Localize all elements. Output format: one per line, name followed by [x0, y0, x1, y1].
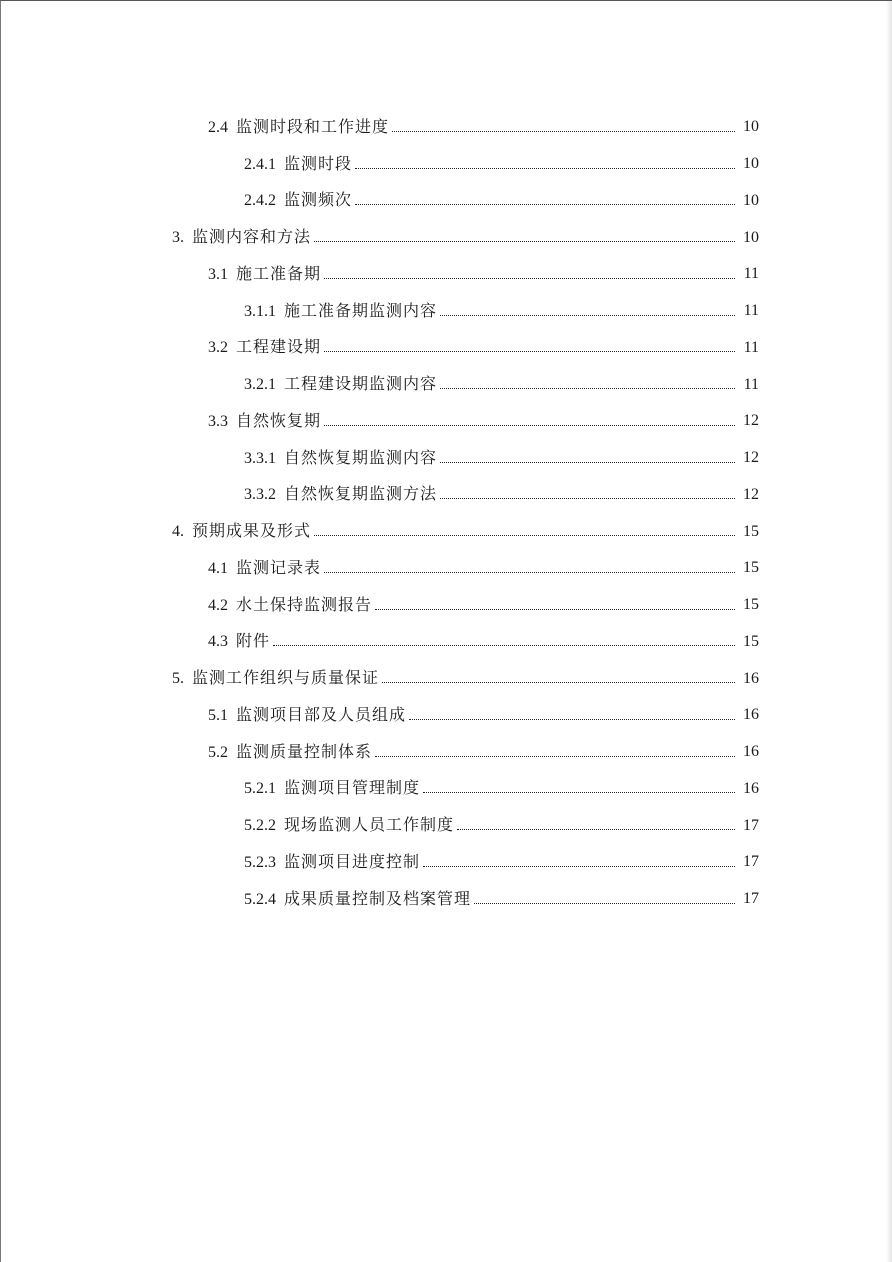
toc-page-number: 15 [743, 632, 759, 650]
toc-entry-number: 3. [172, 229, 184, 247]
toc-entry-heading [172, 227, 311, 248]
toc-page-number: 12 [743, 412, 759, 430]
toc-page-number: 11 [743, 265, 759, 283]
toc-entry-heading [208, 705, 406, 726]
toc-page-number: 10 [743, 228, 759, 246]
toc-entry-heading [208, 631, 270, 652]
toc-dot-leader [324, 337, 735, 352]
toc-page-number: 17 [743, 853, 759, 871]
toc-entry[interactable] [1, 256, 892, 293]
toc-entry-title: 成果质量控制及档案管理 [284, 888, 472, 908]
toc-entry[interactable] [1, 771, 892, 808]
toc-entry-title: 监测质量控制体系 [236, 741, 373, 761]
toc-dot-leader [440, 374, 735, 389]
toc-page-number: 10 [743, 118, 759, 136]
toc-entry[interactable] [1, 660, 892, 697]
toc-page-number: 16 [743, 779, 759, 797]
toc-entry-title: 监测项目部及人员组成 [236, 704, 407, 724]
toc-entry-heading [208, 558, 321, 579]
toc-entry-number: 4.3 [208, 633, 228, 651]
toc-entry-number: 5.2.1 [244, 780, 276, 798]
table-of-contents [1, 109, 892, 918]
toc-entry-heading [244, 815, 454, 836]
toc-entry[interactable] [1, 550, 892, 587]
toc-page-number: 11 [743, 375, 759, 393]
toc-entry-heading [244, 448, 437, 469]
toc-page-number: 16 [743, 743, 759, 761]
toc-entry-title: 监测项目管理制度 [284, 778, 421, 798]
toc-dot-leader [474, 889, 735, 904]
toc-entry[interactable] [1, 109, 892, 146]
toc-page-number: 10 [743, 155, 759, 173]
toc-entry[interactable] [1, 293, 892, 330]
toc-entry-number: 3.3.2 [244, 486, 276, 504]
toc-entry-heading [244, 889, 471, 910]
toc-dot-leader [355, 190, 735, 205]
toc-entry-number: 3.2.1 [244, 376, 276, 394]
toc-entry[interactable] [1, 807, 892, 844]
toc-entry-number: 3.1.1 [244, 302, 276, 320]
toc-entry-title: 监测频次 [284, 190, 353, 210]
toc-entry[interactable] [1, 183, 892, 220]
toc-entry-number: 4.2 [208, 596, 228, 614]
toc-entry[interactable] [1, 624, 892, 661]
toc-entry[interactable] [1, 219, 892, 256]
toc-page-number: 12 [743, 485, 759, 503]
toc-dot-leader [375, 595, 735, 610]
toc-entry-title: 工程建设期 [236, 337, 322, 357]
toc-dot-leader [324, 411, 735, 426]
toc-entry[interactable] [1, 881, 892, 918]
toc-entry-title: 监测工作组织与质量保证 [192, 668, 380, 688]
toc-page-number: 17 [743, 890, 759, 908]
toc-dot-leader [382, 668, 735, 683]
toc-dot-leader [273, 631, 735, 646]
toc-dot-leader [457, 815, 735, 830]
toc-entry-number: 5.2 [208, 743, 228, 761]
toc-entry-heading [172, 668, 379, 689]
toc-entry[interactable] [1, 697, 892, 734]
toc-entry-number: 2.4.1 [244, 155, 276, 173]
toc-entry[interactable] [1, 403, 892, 440]
toc-entry-number: 3.3.1 [244, 449, 276, 467]
toc-page-number: 12 [743, 449, 759, 467]
toc-dot-leader [355, 154, 735, 169]
toc-entry-number: 4. [172, 523, 184, 541]
toc-entry-heading [244, 778, 420, 799]
toc-entry-title: 附件 [236, 631, 271, 651]
toc-entry-number: 2.4 [208, 118, 228, 136]
toc-entry-heading [208, 264, 321, 285]
toc-page-number: 15 [743, 522, 759, 540]
toc-entry-title: 监测记录表 [236, 557, 322, 577]
toc-page-number: 17 [743, 816, 759, 834]
toc-entry-number: 3.2 [208, 339, 228, 357]
toc-entry-number: 5. [172, 670, 184, 688]
toc-page-number: 15 [743, 559, 759, 577]
toc-entry[interactable] [1, 587, 892, 624]
toc-entry-heading [208, 411, 321, 432]
toc-entry-title: 监测项目进度控制 [284, 851, 421, 871]
toc-dot-leader [440, 448, 735, 463]
toc-page-number: 11 [743, 338, 759, 356]
toc-entry-title: 预期成果及形式 [192, 521, 312, 541]
toc-entry-title: 水土保持监测报告 [236, 594, 373, 614]
toc-dot-leader [324, 558, 735, 573]
toc-entry[interactable] [1, 477, 892, 514]
toc-page-number: 11 [743, 302, 759, 320]
toc-entry[interactable] [1, 734, 892, 771]
toc-entry[interactable] [1, 844, 892, 881]
toc-entry-number: 5.2.3 [244, 853, 276, 871]
toc-entry-number: 4.1 [208, 559, 228, 577]
toc-entry[interactable] [1, 330, 892, 367]
toc-dot-leader [440, 484, 735, 499]
toc-entry-title: 自然恢复期监测内容 [284, 447, 438, 467]
toc-entry-title: 监测内容和方法 [192, 227, 312, 247]
toc-entry-number: 5.2.4 [244, 890, 276, 908]
toc-entry-heading [208, 742, 372, 763]
toc-entry-title: 自然恢复期监测方法 [284, 484, 438, 504]
toc-page-number: 16 [743, 669, 759, 687]
toc-page-number: 16 [743, 706, 759, 724]
toc-entry-number: 3.3 [208, 412, 228, 430]
toc-entry-title: 监测时段和工作进度 [236, 116, 390, 136]
toc-entry-heading [244, 190, 352, 211]
toc-entry[interactable] [1, 513, 892, 550]
toc-entry-heading [244, 374, 437, 395]
toc-dot-leader [375, 742, 735, 757]
toc-entry-number: 5.2.2 [244, 817, 276, 835]
toc-page-number: 10 [743, 191, 759, 209]
toc-entry-title: 自然恢复期 [236, 410, 322, 430]
toc-entry-heading [172, 521, 311, 542]
toc-dot-leader [440, 301, 735, 316]
toc-dot-leader [324, 264, 735, 279]
toc-entry-heading [244, 301, 437, 322]
toc-dot-leader [314, 227, 735, 242]
toc-entry-heading [208, 595, 372, 616]
toc-page-number: 15 [743, 596, 759, 614]
toc-entry-heading [208, 117, 389, 138]
toc-dot-leader [423, 778, 735, 793]
toc-dot-leader [392, 117, 735, 132]
toc-dot-leader [314, 521, 735, 536]
toc-entry-title: 施工准备期 [236, 263, 322, 283]
toc-entry[interactable] [1, 366, 892, 403]
toc-dot-leader [409, 705, 735, 720]
toc-entry-title: 现场监测人员工作制度 [284, 815, 455, 835]
toc-entry-title: 工程建设期监测内容 [284, 374, 438, 394]
toc-entry-number: 5.1 [208, 706, 228, 724]
toc-entry[interactable] [1, 440, 892, 477]
toc-entry-number: 3.1 [208, 265, 228, 283]
toc-entry-title: 施工准备期监测内容 [284, 300, 438, 320]
toc-entry-heading [244, 154, 352, 175]
toc-entry-title: 监测时段 [284, 153, 353, 173]
toc-entry-heading [208, 337, 321, 358]
toc-entry-heading [244, 484, 437, 505]
toc-entry-number: 2.4.2 [244, 192, 276, 210]
toc-entry-heading [244, 852, 420, 873]
toc-entry[interactable] [1, 146, 892, 183]
toc-dot-leader [423, 852, 735, 867]
